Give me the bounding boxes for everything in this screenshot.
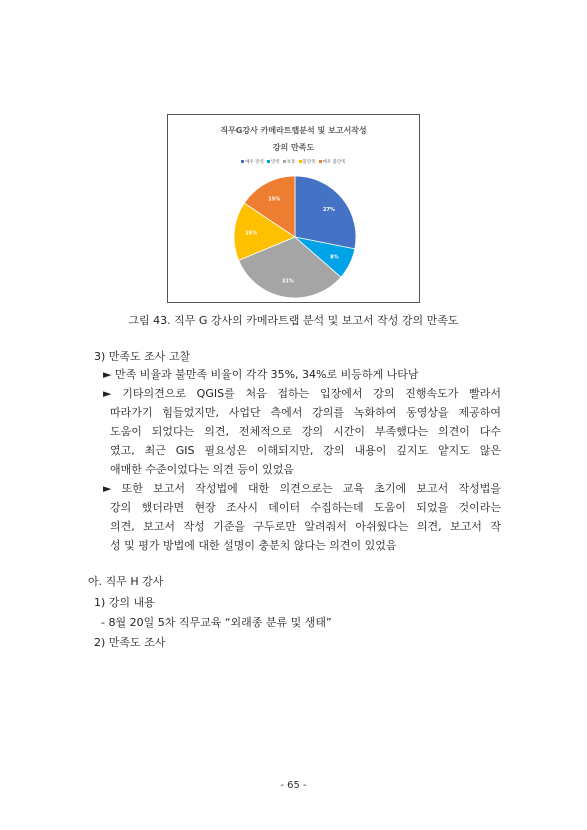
body-text: 성 및 평가 방법에 대한 설명이 충분치 않다는 의견이 있었음	[110, 539, 397, 552]
body-text: 따라가기 힘들었지만, 사업단 측에서 강의를 녹화하여 동영상을 제공하여	[110, 406, 501, 419]
legend-label: 불만족	[302, 160, 316, 165]
section-heading: 아. 직무 H 강사	[88, 575, 164, 588]
pie-plot	[168, 115, 419, 302]
pie-data-label: 8%	[330, 254, 339, 261]
pie-data-label: 31%	[281, 278, 294, 285]
body-text: 도움이 되었다는 의견, 전체적으로 강의 시간이 부족했다는 의견이 다수	[110, 425, 501, 438]
body-text: 였고, 최근 GIS 필요성은 이해되지만, 강의 내용이 깊지도 얕지도 않은	[110, 444, 501, 457]
figure-caption: 그림 43. 직무 G 강사의 카메라트랩 분석 및 보고서 작성 강의 만족도	[128, 314, 459, 327]
legend-label: 매우 만족	[245, 160, 265, 165]
page-number: - 65 -	[280, 780, 307, 791]
pie-data-label: 27%	[322, 207, 335, 214]
body-text: 강의 했더라면 현장 조사시 데이터 수집하는데 도움이 되었을 것이라는	[110, 501, 501, 514]
body-text: - 8월 20일 5차 직무교육 “외래종 분류 및 생태”	[101, 616, 332, 629]
section-heading: 3) 만족도 조사 고찰	[94, 350, 191, 363]
legend-label: 매우 불만족	[322, 160, 346, 165]
body-text: 애매한 수준이었다는 의견 등이 있었음	[110, 463, 295, 476]
chart-title: 직무G강사 카메라트랩분석 및 보고서작성	[220, 126, 367, 135]
pie-chart	[167, 114, 420, 303]
pie-data-label: 15%	[245, 230, 258, 237]
bullet-text: ► 또한 보고서 작성법에 대한 의견으로는 교육 초기에 보고서 작성법을	[103, 482, 501, 495]
bullet-text: ► 기타의견으로 QGIS를 처음 접하는 입장에서 강의 진행속도가 빨라서	[103, 387, 501, 400]
chart-subtitle: 강의 만족도	[272, 143, 315, 152]
subsection-heading: 2) 만족도 조사	[94, 636, 166, 649]
legend-label: 보통	[286, 160, 296, 165]
legend-label: 만족	[271, 160, 280, 165]
subsection-heading: 1) 강의 내용	[94, 596, 155, 609]
body-text: 의견, 보고서 작성 기준을 구두로만 알려줘서 아쉬웠다는 의견, 보고서 작	[110, 520, 501, 533]
bullet-text: ► 만족 비율과 불만족 비율이 각각 35%, 34%로 비등하게 나타남	[103, 368, 419, 381]
pie-data-label: 15%	[268, 196, 281, 203]
